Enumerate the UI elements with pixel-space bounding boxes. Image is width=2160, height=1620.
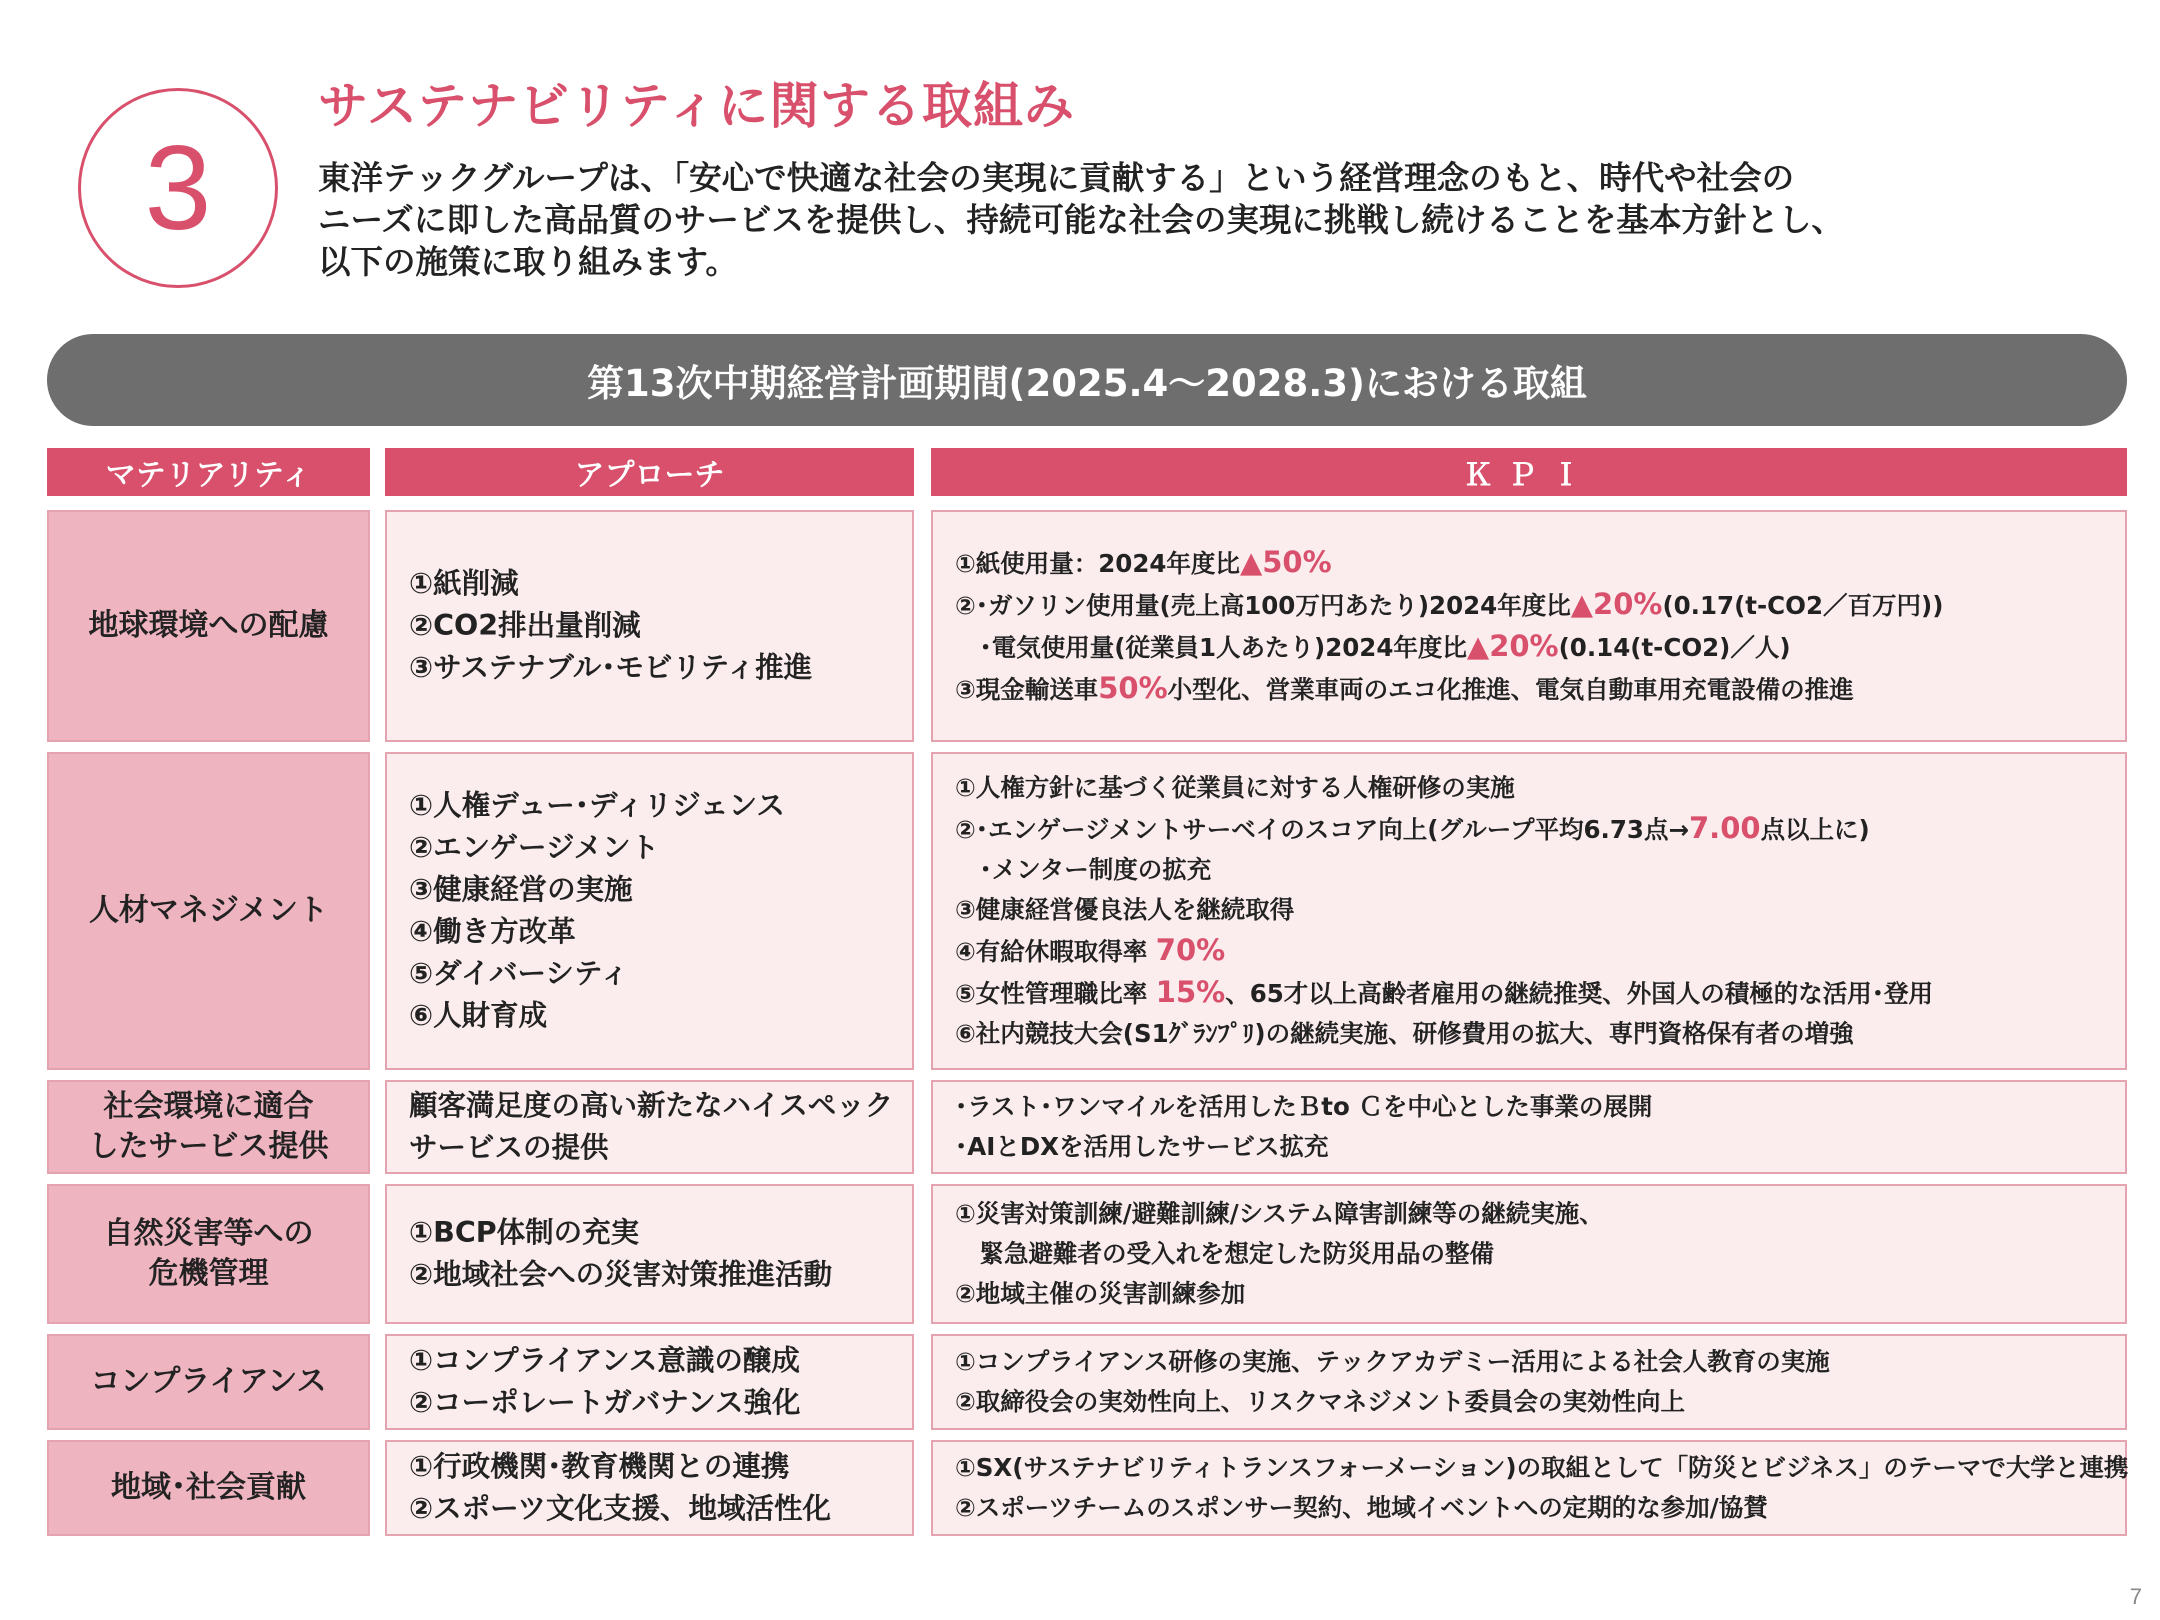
kpi-line — [955, 808, 2125, 850]
approach-line: ①人権デュー･ディリジェンス — [409, 789, 785, 822]
materiality-line: 地域･社会貢献 — [111, 1470, 306, 1505]
section-number-badge: 3 — [78, 88, 278, 288]
intro-line: 以下の施策に取り組みます。 — [318, 243, 738, 281]
kpi-text: 緊急避難者の受入れを想定した防災用品の整備 — [955, 1239, 1494, 1268]
kpi-line — [955, 1127, 2125, 1167]
kpi-text: ①SX(サステナビリティトランスフォーメーション)の取組として「防災とビジネス」のテーマで大学と連携 — [955, 1453, 2129, 1482]
kpi-target-value: 15% — [1155, 975, 1226, 1009]
kpi-line — [955, 584, 2125, 626]
kpi-text: ①災害対策訓練/避難訓練/システム障害訓練等の継続実施、 — [955, 1199, 1604, 1228]
kpi-text: ③健康経営優良法人を継続取得 — [955, 895, 1295, 924]
approach-line: ②スポーツ文化支援、地域活性化 — [409, 1492, 831, 1525]
approach-line: ①BCP体制の充実 — [409, 1216, 640, 1249]
intro-line: ニーズに即した高品質のサービスを提供し、持続可能な社会の実現に挑戦し続けることを基本方針とし、 — [318, 201, 1844, 239]
materiality-line: 地球環境への配慮 — [88, 608, 329, 643]
approach-line: ②CO2排出量削減 — [409, 609, 641, 642]
kpi-line — [955, 768, 2125, 808]
materiality-line: 社会環境に適合 — [103, 1089, 314, 1124]
kpi-text: (0.17(t-CO2／百万円)) — [1662, 591, 1944, 620]
approach-cell — [385, 1334, 914, 1430]
kpi-target-value: ▲50% — [1239, 545, 1332, 579]
kpi-text: ②地域主催の災害訓練参加 — [955, 1279, 1246, 1308]
approach-cell — [385, 1184, 914, 1324]
kpi-line — [955, 1448, 2129, 1488]
materiality-line: コンプライアンス — [90, 1364, 327, 1399]
plan-period-banner: 第13次中期経営計画期間(2025.4～2028.3)における取組 — [47, 334, 2127, 426]
kpi-text: ②･ガソリン使用量(売上高100万円あたり)2024年度比 — [955, 591, 1571, 620]
approach-line: ③サステナブル･モビリティ推進 — [409, 651, 813, 684]
kpi-text: (0.14(t-CO2)／人) — [1558, 633, 1791, 662]
approach-line: ①行政機関･教育機関との連携 — [409, 1450, 790, 1483]
kpi-line — [955, 890, 2125, 930]
kpi-target-value: 70% — [1155, 933, 1226, 967]
kpi-text: 、65才以上高齢者雇用の継続推奨、外国人の積極的な活用･登用 — [1225, 979, 1934, 1008]
kpi-text: ②スポーツチームのスポンサー契約、地域イベントへの定期的な参加/協賛 — [955, 1493, 1768, 1522]
kpi-text: ⑤女性管理職比率 — [955, 979, 1156, 1008]
column-header-kpi: ＫＰＩ — [931, 448, 2127, 496]
kpi-text: ⑥社内競技大会(S1ｸﾞﾗﾝﾌﾟﾘ)の継続実施、研修費用の拡大、専門資格保有者の増強 — [955, 1019, 1854, 1048]
kpi-line — [955, 1342, 2125, 1382]
kpi-line — [955, 850, 2125, 890]
kpi-target-value: 7.00 — [1689, 811, 1761, 845]
kpi-line — [955, 1087, 2125, 1127]
approach-cell — [385, 510, 914, 742]
approach-line: ①紙削減 — [409, 567, 519, 600]
kpi-text: ･メンター制度の拡充 — [955, 855, 1212, 884]
column-header-approach: アプローチ — [385, 448, 914, 496]
kpi-cell — [931, 1080, 2127, 1174]
approach-cell — [385, 1080, 914, 1174]
kpi-text: ①人権方針に基づく従業員に対する人権研修の実施 — [955, 773, 1515, 802]
kpi-cell — [931, 1334, 2127, 1430]
materiality-cell — [47, 1334, 370, 1430]
kpi-line — [955, 1234, 2125, 1274]
kpi-target-value: ▲20% — [1466, 629, 1559, 663]
kpi-line — [955, 972, 2125, 1014]
approach-line: ⑤ダイバーシティ — [409, 957, 629, 990]
column-header-materiality: マテリアリティ — [47, 448, 370, 496]
approach-line: ③健康経営の実施 — [409, 873, 633, 906]
kpi-line — [955, 1194, 2125, 1234]
kpi-line — [955, 1274, 2125, 1314]
kpi-cell — [931, 1184, 2127, 1324]
approach-line: 顧客満足度の高い新たなハイスペック — [409, 1089, 894, 1122]
kpi-line — [955, 1014, 2125, 1054]
kpi-target-value: ▲20% — [1570, 587, 1663, 621]
approach-line: ④働き方改革 — [409, 915, 576, 948]
materiality-cell — [47, 1080, 370, 1174]
approach-line: ①コンプライアンス意識の醸成 — [409, 1344, 800, 1377]
kpi-cell — [931, 1440, 2127, 1536]
kpi-text: ②･エンゲージメントサーベイのスコア向上(グループ平均6.73点→ — [955, 815, 1689, 844]
page-number: 7 — [2129, 1584, 2142, 1609]
kpi-line — [955, 930, 2125, 972]
materiality-cell — [47, 752, 370, 1070]
page-title: サステナビリティに関する取組み — [318, 77, 1075, 135]
kpi-text: ①紙使用量：2024年度比 — [955, 549, 1240, 578]
materiality-cell — [47, 1184, 370, 1324]
kpi-text: ②取締役会の実効性向上、リスクマネジメント委員会の実効性向上 — [955, 1387, 1686, 1416]
kpi-target-value: 50% — [1098, 671, 1168, 705]
kpi-line — [955, 1382, 2125, 1422]
kpi-cell — [931, 752, 2127, 1070]
materiality-line: 自然災害等への — [103, 1216, 314, 1251]
materiality-line: 危機管理 — [148, 1256, 269, 1291]
kpi-line — [955, 668, 2125, 710]
materiality-line: 人材マネジメント — [88, 893, 329, 928]
approach-line: サービスの提供 — [409, 1131, 609, 1164]
kpi-text: ･AIとDXを活用したサービス拡充 — [955, 1132, 1329, 1161]
kpi-text: 小型化、営業車両のエコ化推進、電気自動車用充電設備の推進 — [1167, 675, 1854, 704]
kpi-text: ･電気使用量(従業員1人あたり)2024年度比 — [955, 633, 1467, 662]
kpi-text: ④有給休暇取得率 — [955, 937, 1156, 966]
kpi-text: ･ラスト･ワンマイルを活用したＢto Ｃを中心とした事業の展開 — [955, 1092, 1653, 1121]
approach-line: ②エンゲージメント — [409, 831, 660, 864]
approach-line: ②地域社会への災害対策推進活動 — [409, 1258, 833, 1291]
kpi-line — [955, 626, 2125, 668]
kpi-cell — [931, 510, 2127, 742]
approach-line: ⑥人財育成 — [409, 999, 548, 1032]
approach-cell — [385, 1440, 914, 1536]
materiality-line: したサービス提供 — [88, 1129, 329, 1164]
kpi-text: ③現金輸送車 — [955, 675, 1099, 704]
kpi-line — [955, 1488, 2125, 1528]
intro-text — [318, 157, 2038, 283]
materiality-cell — [47, 1440, 370, 1536]
materiality-cell — [47, 510, 370, 742]
kpi-text: 点以上に) — [1760, 815, 1870, 844]
approach-line: ②コーポレートガバナンス強化 — [409, 1386, 801, 1419]
intro-line: 東洋テックグループは、「安心で快適な社会の実現に貢献する」という経営理念のもと、時代や社会の — [318, 159, 1795, 197]
approach-cell — [385, 752, 914, 1070]
kpi-text: ①コンプライアンス研修の実施、テックアカデミー活用による社会人教育の実施 — [955, 1347, 1830, 1376]
kpi-line — [955, 542, 2125, 584]
